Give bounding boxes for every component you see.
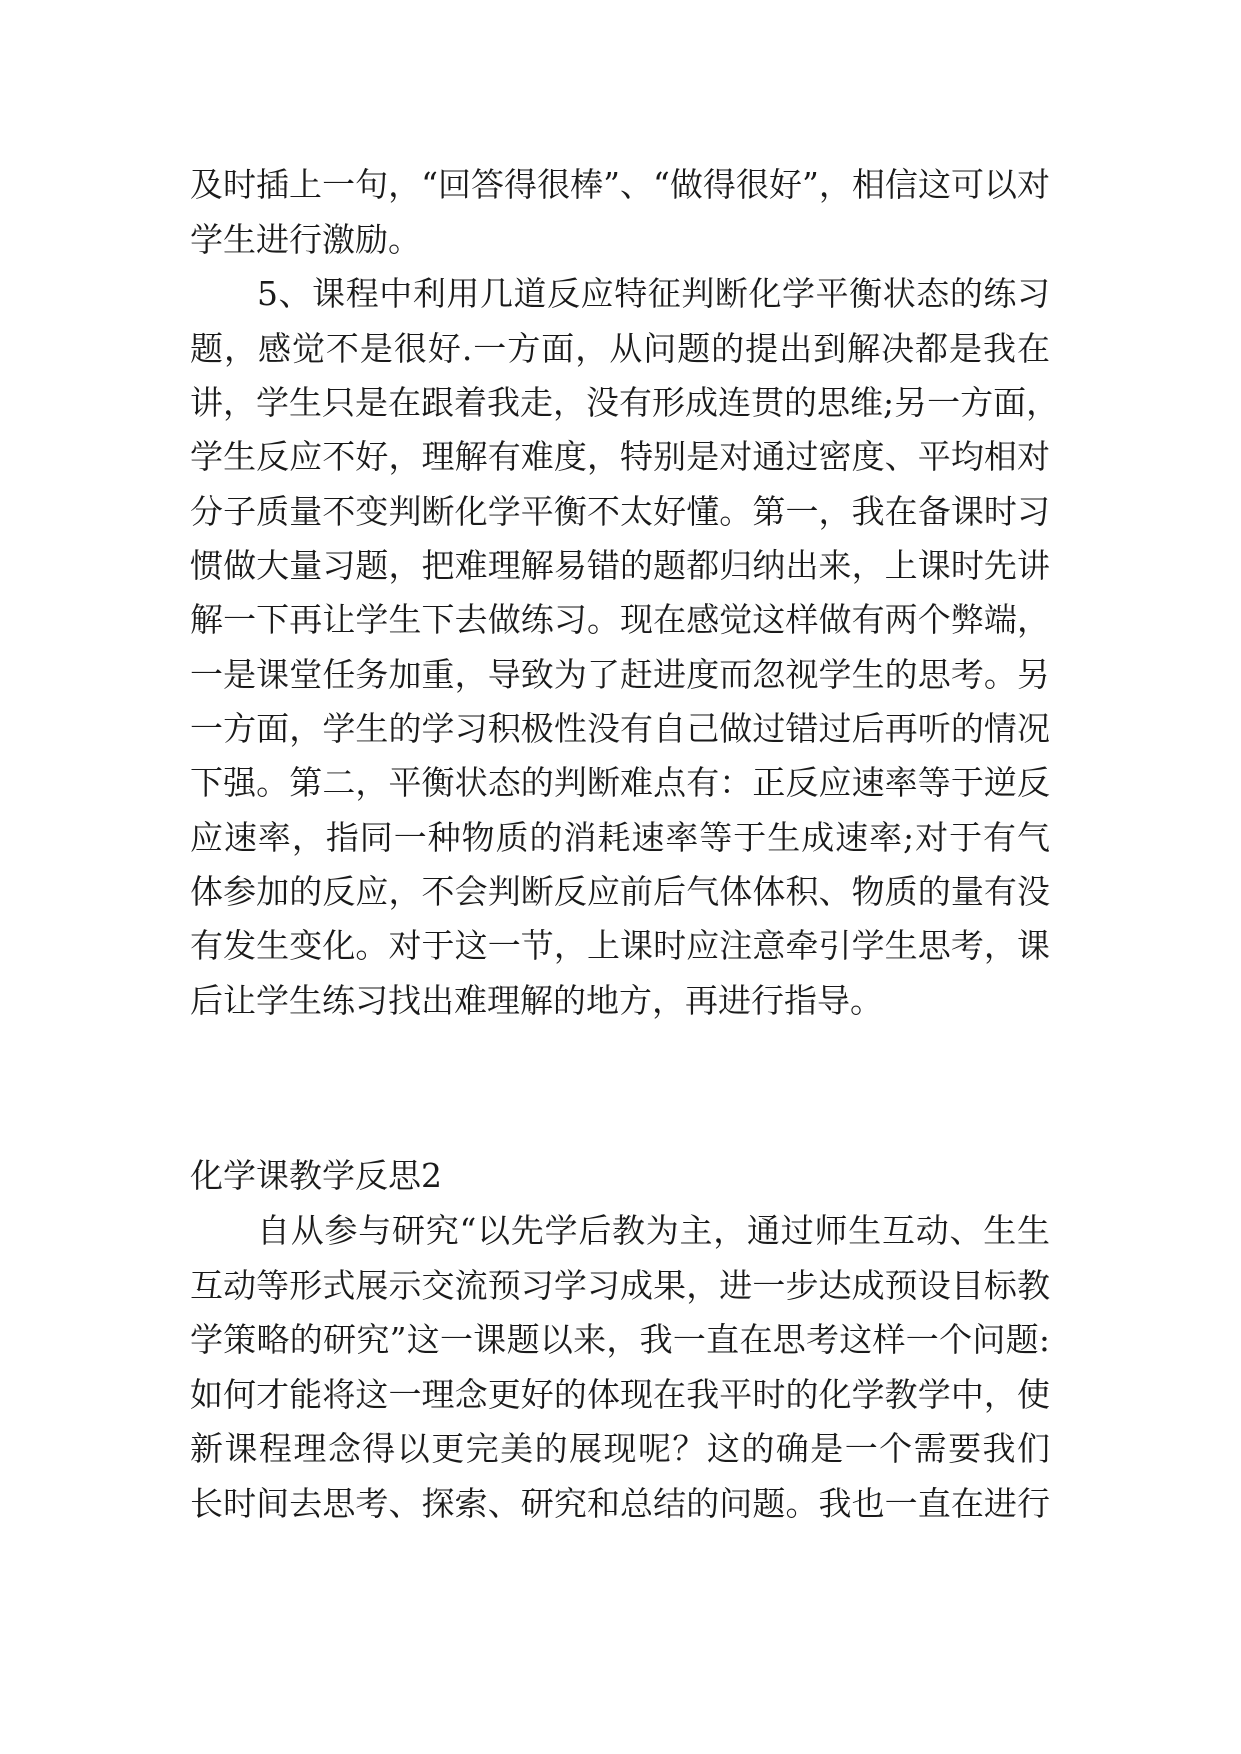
paragraph-line: 分子质量不变判断化学平衡不太好懂。第一，我在备课时习 xyxy=(190,492,1050,531)
paragraph-line: 学生进行激励。 xyxy=(190,220,421,259)
paragraph-line: 有发生变化。对于这一节，上课时应注意牵引学生思考，课 xyxy=(190,926,1050,965)
paragraph-line: 如何才能将这一理念更好的体现在我平时的化学教学中，使 xyxy=(190,1375,1050,1414)
paragraph-line: 讲，学生只是在跟着我走，没有形成连贯的思维;另一方面， xyxy=(190,383,1060,422)
paragraph-line: 新课程理念得以更完美的展现呢？这的确是一个需要我们 xyxy=(190,1429,1050,1468)
paragraph-line: 长时间去思考、探索、研究和总结的问题。我也一直在进行 xyxy=(190,1484,1050,1523)
paragraph-line: 后让学生练习找出难理解的地方，再进行指导。 xyxy=(190,981,883,1020)
paragraph-line: 自从参与研究“以先学后教为主，通过师生互动、生生 xyxy=(257,1211,1050,1250)
paragraph-line: 惯做大量习题，把难理解易错的题都归纳出来，上课时先讲 xyxy=(190,546,1050,585)
paragraph-line: 应速率，指同一种物质的消耗速率等于生成速率;对于有气 xyxy=(190,818,1050,857)
paragraph-line: 题，感觉不是很好.一方面，从问题的提出到解决都是我在 xyxy=(190,329,1050,368)
paragraph-line: 一方面，学生的学习积极性没有自己做过错过后再听的情况 xyxy=(190,709,1050,748)
paragraph-line: 学生反应不好，理解有难度，特别是对通过密度、平均相对 xyxy=(190,437,1050,476)
paragraph-line: 学策略的研究”这一课题以来，我一直在思考这样一个问题: xyxy=(190,1320,1050,1359)
paragraph-line: 互动等形式展示交流预习学习成果，进一步达成预设目标教 xyxy=(190,1266,1050,1305)
paragraph-line: 5、课程中利用几道反应特征判断化学平衡状态的练习 xyxy=(257,274,1050,313)
paragraph-line: 及时插上一句，“回答得很棒”、“做得很好”，相信这可以对 xyxy=(190,165,1050,204)
paragraph-line: 体参加的反应，不会判断反应前后气体体积、物质的量有没 xyxy=(190,872,1050,911)
paragraph-line: 下强。第二，平衡状态的判断难点有：正反应速率等于逆反 xyxy=(190,763,1050,802)
paragraph-line: 一是课堂任务加重，导致为了赶进度而忽视学生的思考。另 xyxy=(190,655,1050,694)
section-heading: 化学课教学反思2 xyxy=(190,1156,442,1195)
paragraph-line: 解一下再让学生下去做练习。现在感觉这样做有两个弊端， xyxy=(190,600,1050,639)
